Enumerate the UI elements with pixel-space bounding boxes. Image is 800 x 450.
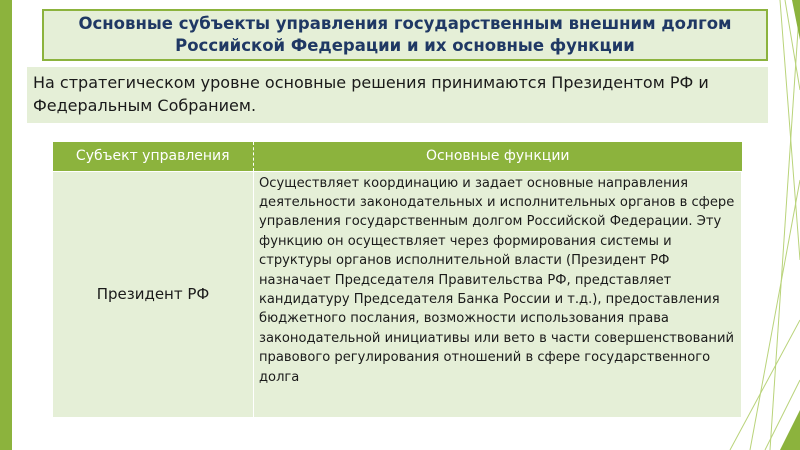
header-subject: Субъект управления xyxy=(53,142,254,171)
table-header-row xyxy=(53,142,742,171)
functions-table xyxy=(52,142,742,418)
slide-title: Основные субъекты управления государственным внешним долгом Российской Федерации и их основные функции xyxy=(42,9,768,61)
left-accent-bar xyxy=(0,0,12,450)
functions-cell: Осуществляет координацию и задает основные направления деятельности законодательных и исполнительных органов в сфере управления государственным долгом Российской Федерации. Эту функцию он осуществляет через формирования системы и структуры органов исполнительной власти (Президент РФ назначает Председателя Правительства РФ, представляет кандидатуру Председателя Банка России и т.д.), предоставления бюджетного послания, возможности использования права законодательной инициативы или вето в части совершенствований правового регулирования отношений в сфере государственного долга xyxy=(254,171,742,417)
strategy-note: На стратегическом уровне основные решения принимаются Президентом РФ и Федеральным Собранием. xyxy=(27,67,768,123)
subject-cell: Президент РФ xyxy=(53,171,254,417)
header-functions: Основные функции xyxy=(254,142,742,171)
table-row xyxy=(53,171,742,417)
